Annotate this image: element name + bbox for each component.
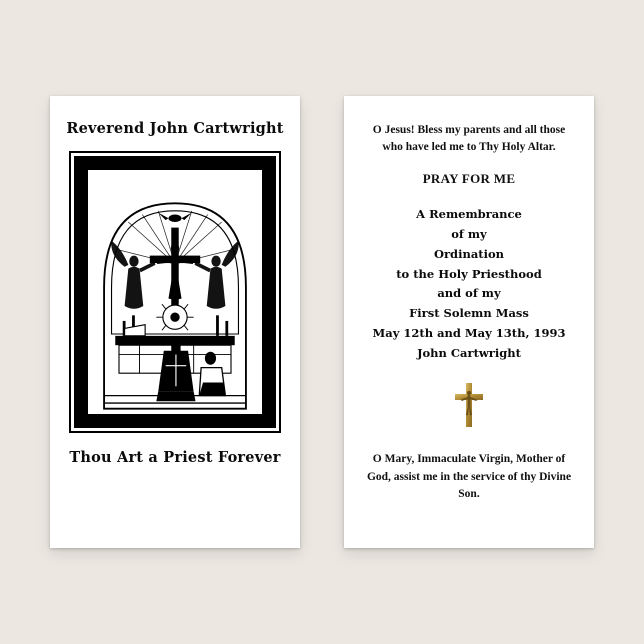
- remembrance-line: A Remembrance: [416, 207, 522, 222]
- remembrance-line: to the Holy Priesthood: [396, 266, 542, 281]
- holy-card-back[interactable]: [344, 96, 594, 548]
- remembrance-line: and of my: [437, 286, 501, 301]
- front-card-title: Reverend John Cartwright: [66, 120, 284, 137]
- remembrance-line: May 12th and May 13th, 1993: [372, 325, 566, 340]
- front-card-footer: Thou Art a Priest Forever: [69, 449, 281, 467]
- remembrance-line: First Solemn Mass: [409, 306, 529, 321]
- engraving-artwork: [91, 173, 259, 411]
- remembrance-block: [373, 205, 566, 363]
- holy-card-front[interactable]: [50, 96, 300, 548]
- remembrance-line: John Cartwright: [417, 345, 521, 360]
- remembrance-line: of my: [451, 227, 487, 242]
- pray-for-me-heading: PRAY FOR ME: [422, 171, 516, 187]
- gold-crucifix-icon: [452, 381, 486, 429]
- crucifixion-altar-engraving: [69, 151, 281, 433]
- remembrance-line: Ordination: [433, 246, 504, 261]
- prayer-bottom-text: O Mary, Immaculate Virgin, Mother of God, assist me in the service of thy Divine Son.: [366, 453, 572, 500]
- prayer-top-text: O Jesus! Bless my parents and all those who have led me to Thy Holy Altar.: [372, 124, 566, 153]
